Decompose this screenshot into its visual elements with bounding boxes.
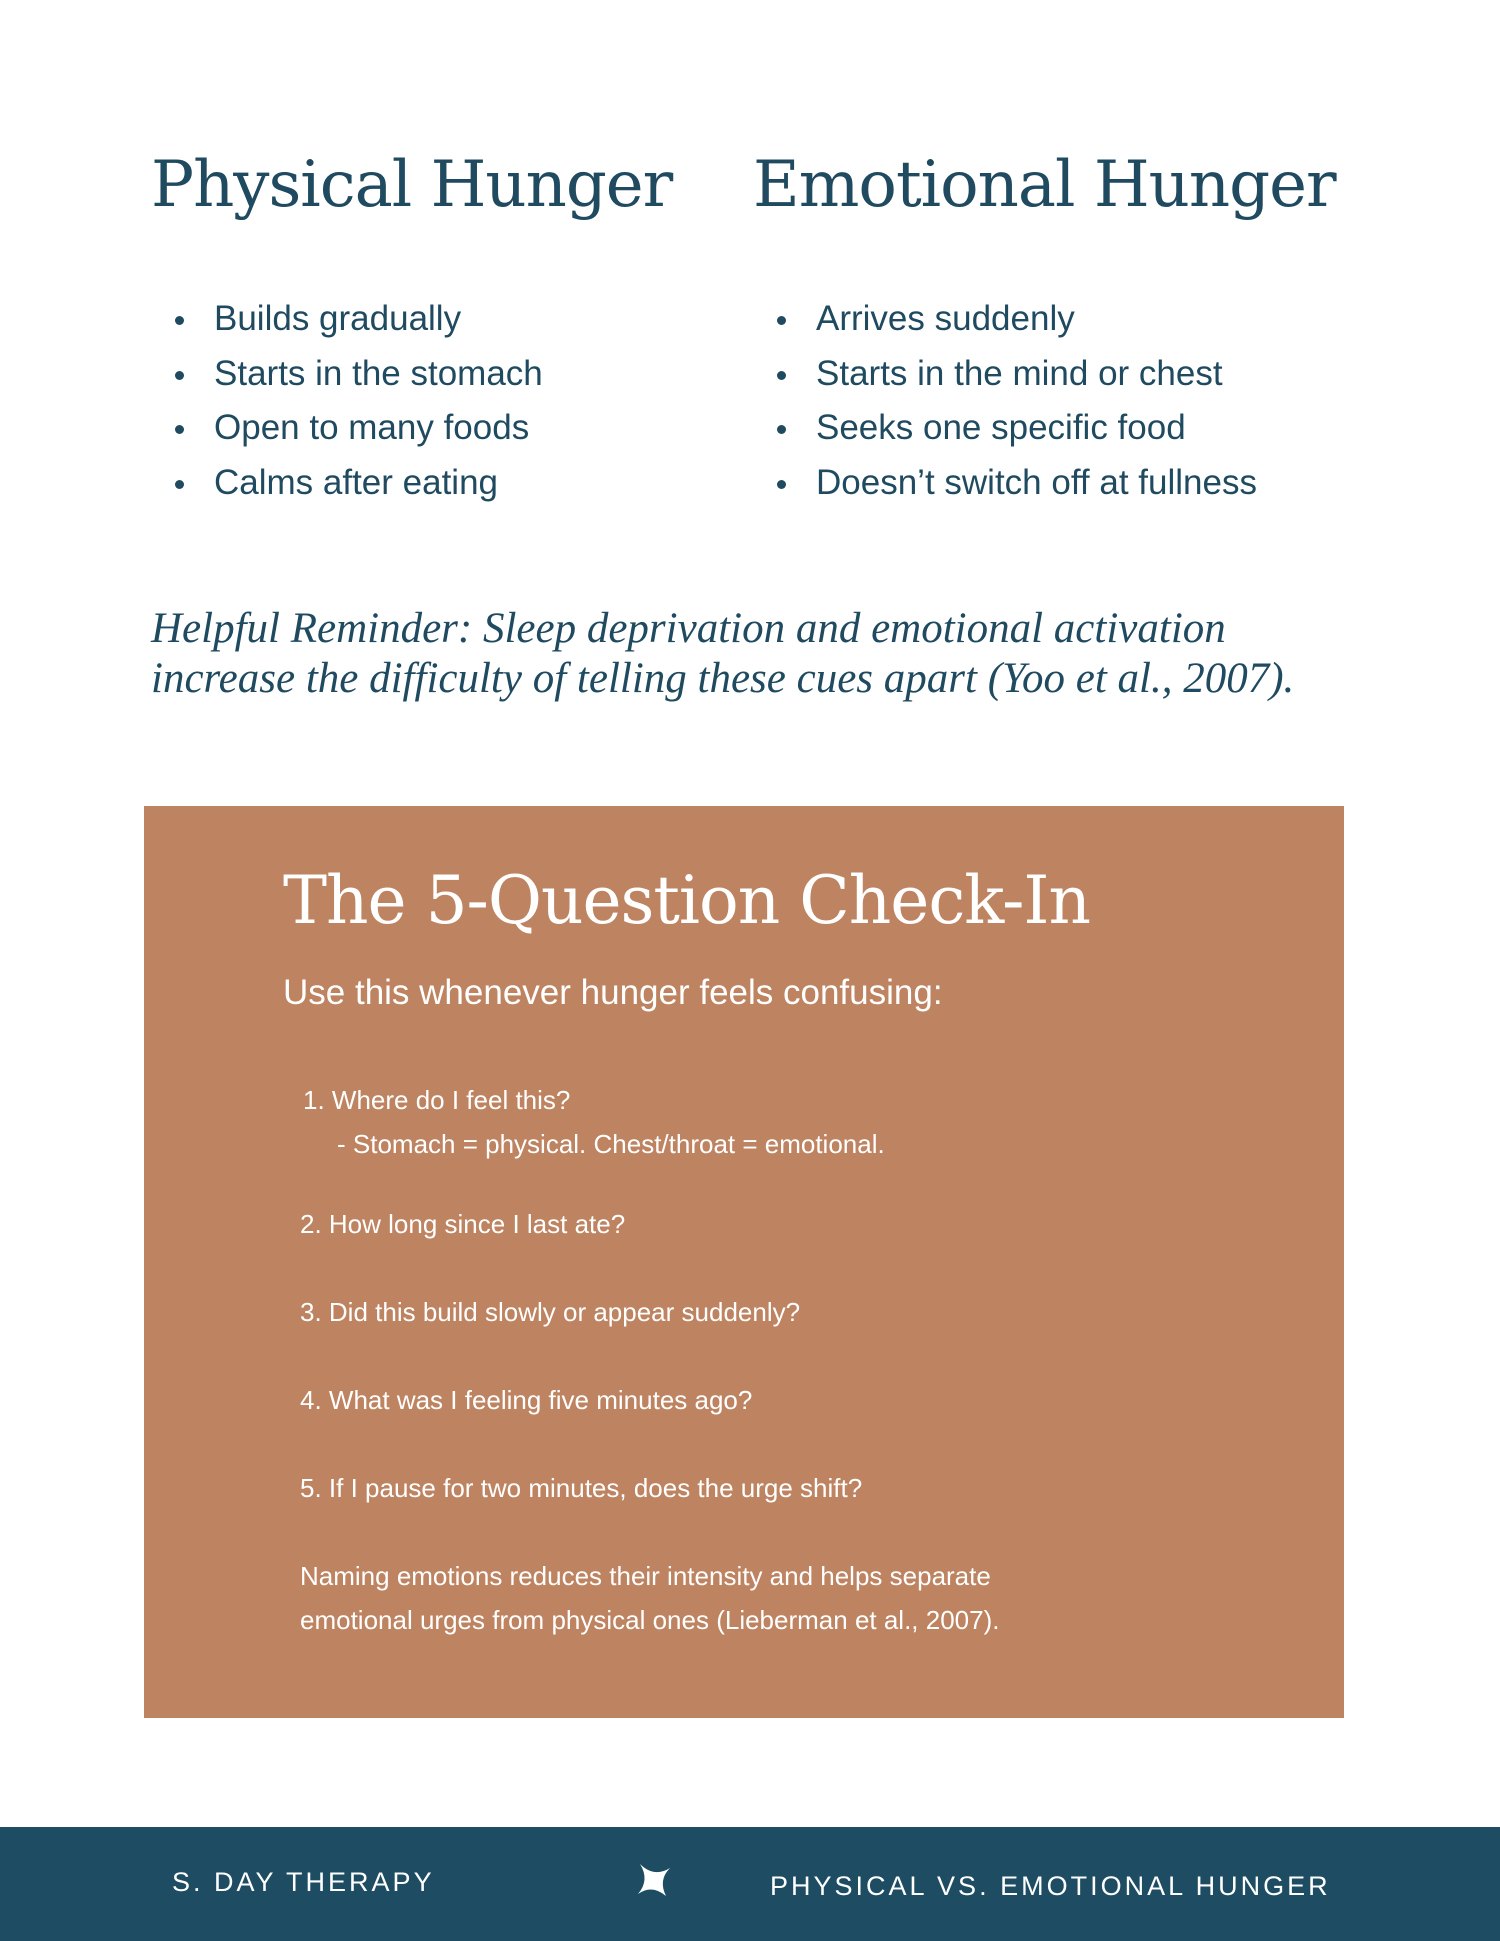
list-item: [777, 292, 1257, 347]
question-4: 4. What was I feeling five minutes ago?: [300, 1385, 753, 1415]
question-3: 3. Did this build slowly or appear suddenly?: [300, 1297, 801, 1327]
bullet-icon: [777, 425, 786, 434]
list-item-text: Starts in the stomach: [214, 353, 543, 393]
question-5: 5. If I pause for two minutes, does the urge shift?: [300, 1473, 863, 1503]
list-item-text: Open to many foods: [214, 408, 530, 447]
emotional-hunger-list: [777, 292, 1257, 510]
bullet-icon: [175, 316, 184, 325]
list-item-text: Starts in the mind or chest: [816, 353, 1223, 393]
bullet-icon: [777, 371, 786, 380]
list-item: [777, 456, 1257, 511]
check-in-subtitle: Use this whenever hunger feels confusing:: [283, 973, 943, 1012]
bullet-icon: [175, 425, 184, 434]
footer-brand: S. DAY THERAPY: [172, 1867, 435, 1897]
list-item-text: Doesn’t switch off at fullness: [816, 462, 1257, 502]
list-item-text: Seeks one specific food: [816, 408, 1186, 447]
bullet-icon: [175, 480, 184, 489]
bullet-icon: [175, 371, 184, 380]
list-item: [175, 292, 543, 347]
question-2: 2. How long since I last ate?: [300, 1209, 626, 1239]
list-item: [777, 401, 1257, 456]
helpful-reminder: [151, 604, 1294, 704]
reminder-line: Helpful Reminder: Sleep deprivation and emotional activation: [151, 605, 1226, 652]
check-in-note-line: emotional urges from physical ones (Lieberman et al., 2007).: [300, 1605, 1000, 1635]
bullet-icon: [777, 316, 786, 325]
list-item-text: Calms after eating: [214, 462, 499, 502]
emotional-hunger-heading: Emotional Hunger: [753, 148, 1336, 222]
list-item-text: Arrives suddenly: [816, 299, 1075, 338]
physical-hunger-heading: Physical Hunger: [151, 148, 673, 222]
bullet-icon: [777, 480, 786, 489]
sparkle-icon: [636, 1862, 672, 1898]
check-in-note-line: Naming emotions reduces their intensity and helps separate: [300, 1561, 991, 1591]
question-1: 1. Where do I feel this?: [303, 1085, 571, 1115]
question-1-note: - Stomach = physical. Chest/throat = emotional.: [337, 1129, 885, 1159]
list-item: [175, 401, 543, 456]
list-item: [175, 456, 543, 511]
physical-hunger-list: [175, 292, 543, 510]
check-in-title: The 5-Question Check-In: [283, 862, 1090, 939]
list-item: [175, 347, 543, 402]
list-item: [777, 347, 1257, 402]
list-item-text: Builds gradually: [214, 299, 462, 338]
reminder-line: increase the difficulty of telling these cues apart (Yoo et al., 2007).: [151, 655, 1295, 702]
footer-title: PHYSICAL VS. EMOTIONAL HUNGER: [770, 1871, 1331, 1901]
